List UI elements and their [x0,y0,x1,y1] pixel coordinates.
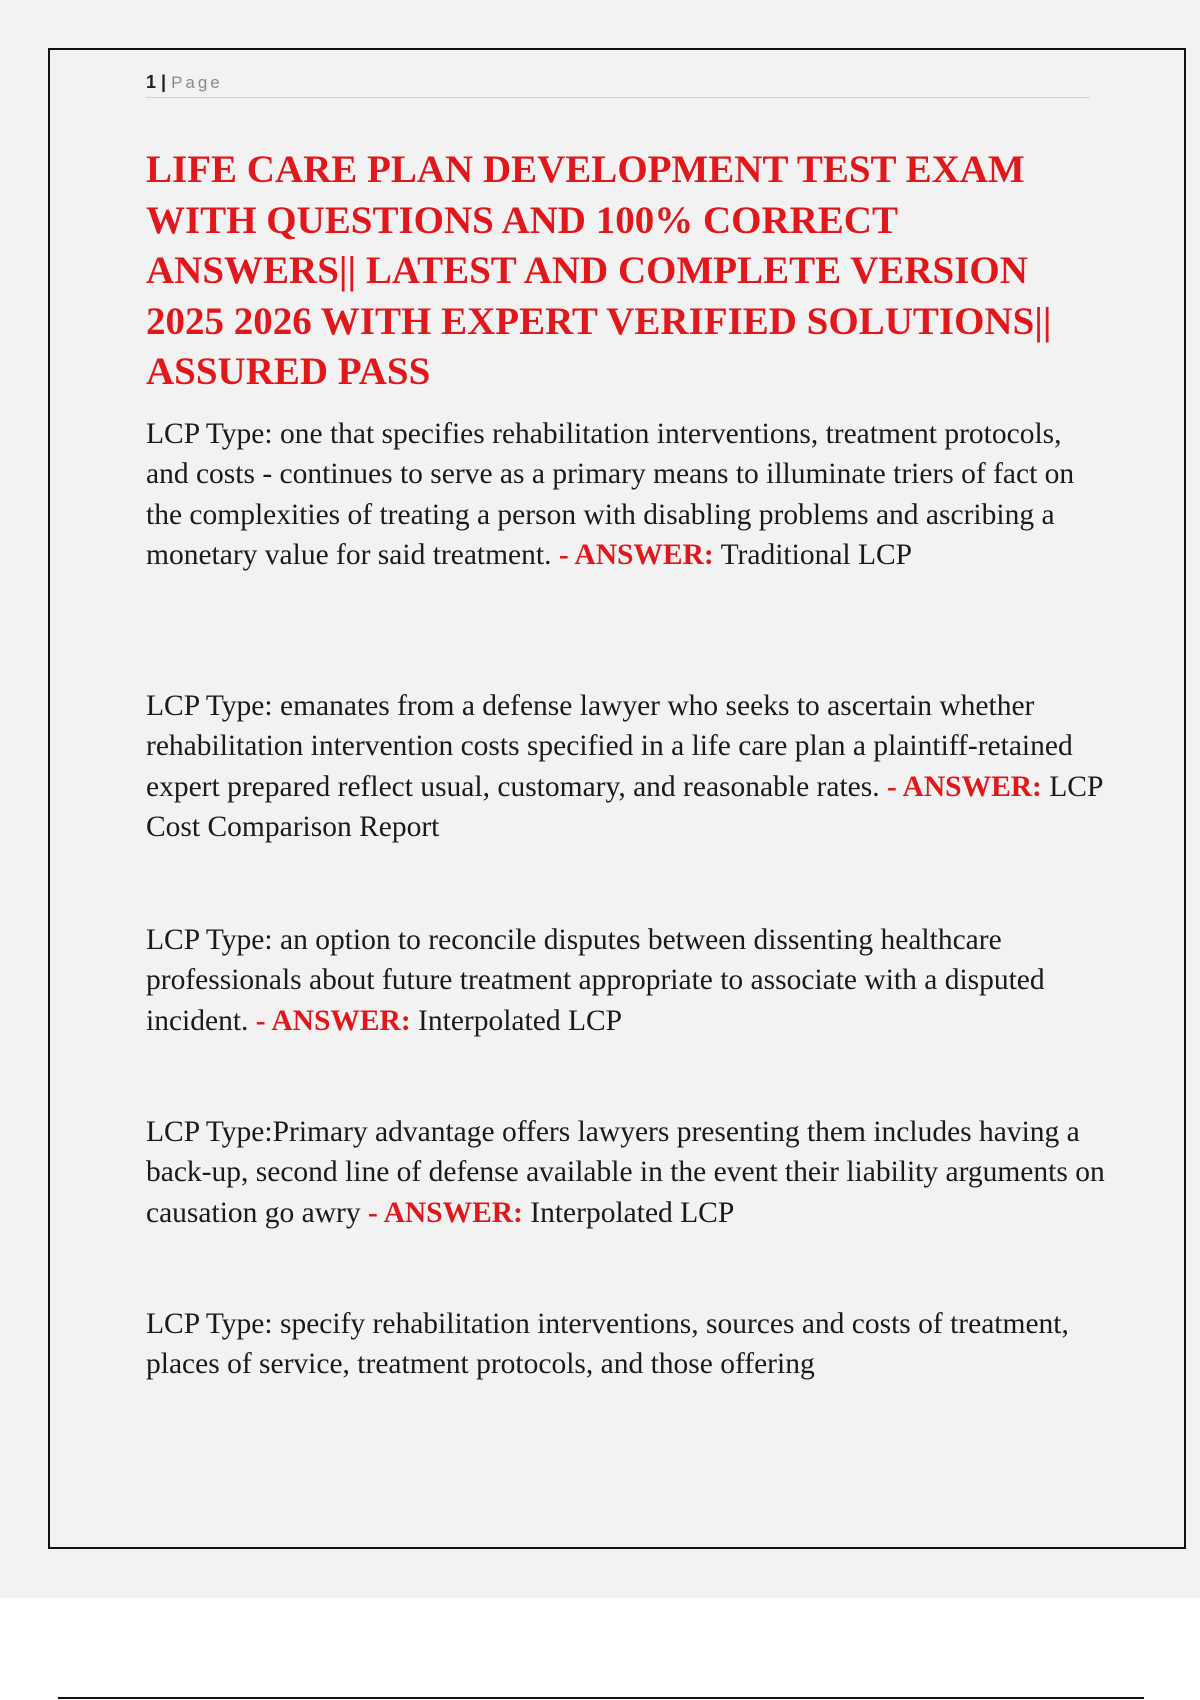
question-text: LCP Type: an option to reconcile disputes between dissenting healthcare professionals about future treatment appropriate to associate with a disputed incident. [146,924,1045,1037]
qa-item-3 [146,920,1106,1041]
page-label: Page [171,73,223,92]
page-gap [0,1598,1200,1700]
answer-label: - ANSWER: [255,1004,411,1037]
answer-text: Interpolated LCP [530,1196,735,1229]
answer-label: - ANSWER: [558,538,714,571]
qa-item-5 [146,1304,1106,1385]
question-text: LCP Type: specify rehabilitation interventions, sources and costs of treatment, places of service, treatment protocols, and those offering [146,1308,1069,1381]
page-header [146,72,1090,98]
answer-text: Interpolated LCP [418,1004,623,1037]
header-separator: | [156,72,172,92]
answer-text: Traditional LCP [720,538,913,571]
question-text: LCP Type: one that specifies rehabilitation interventions, treatment protocols, and costs - continues to serve as a primary means to illuminate triers of fact on the complexities of treating a person with disabling problems and ascribing a monetary value for said treatment. [146,418,1075,571]
qa-item-2 [146,686,1106,847]
question-text: LCP Type: emanates from a defense lawyer who seeks to ascertain whether rehabilitation intervention costs specified in a life care plan a plaintiff-retained expert prepared reflect usual, customary, and reasonable rates. [146,690,1073,803]
qa-item-1 [146,414,1106,575]
answer-label: - ANSWER: [368,1196,523,1229]
next-page-top-border [58,1697,1144,1699]
document-title: LIFE CARE PLAN DEVELOPMENT TEST EXAM WITH QUESTIONS AND 100% CORRECT ANSWERS|| LATEST AND COMPLETE VERSION 2025 2026 WITH EXPERT VERIFIED SOLUTIONS|| ASSURED PASS [146,148,1052,393]
answer-text: LCP Cost Comparison Report [146,770,1103,843]
question-text: LCP Type:Primary advantage offers lawyers presenting them includes having a back-up, second line of defense available in the event their liability arguments on causation go awry [146,1116,1105,1229]
page-number: 1 [146,72,157,92]
answer-label: - ANSWER: [886,770,1042,803]
qa-item-4 [146,1112,1106,1233]
document-page [48,48,1186,1549]
